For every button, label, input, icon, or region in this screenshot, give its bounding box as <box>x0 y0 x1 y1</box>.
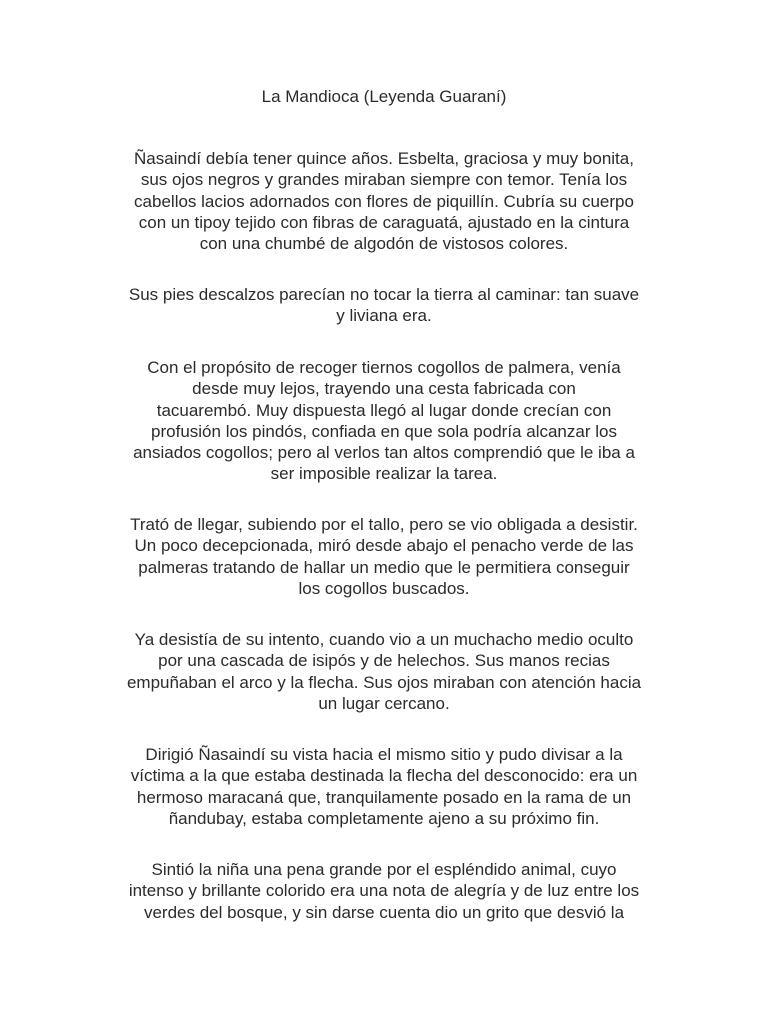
text-line: Trató de llegar, subiendo por el tallo, pero se vio obligada a desistir. <box>130 515 638 534</box>
text-line: con un tipoy tejido con fibras de caraguatá, ajustado en la cintura <box>138 212 630 232</box>
text-line: hermoso maracaná que, tranquilamente posado en la rama de un <box>136 787 632 807</box>
paragraph-1 <box>100 148 668 254</box>
text-line: ansiados cogollos; pero al verlos tan altos comprendió que le iba a <box>133 443 635 463</box>
text-line: Ya desistía de su intento, cuando vio a un muchacho medio oculto <box>134 630 634 649</box>
paragraph-7 <box>100 859 668 923</box>
text-line: sus ojos negros y grandes miraban siempre con temor. Tenía los <box>140 170 628 190</box>
text-line: ser imposible realizar la tarea. <box>270 464 498 484</box>
text-line: Sintió la niña una pena grande por el espléndido animal, cuyo <box>151 860 617 879</box>
paragraph-4 <box>100 514 668 599</box>
paragraph-3 <box>100 357 668 485</box>
text-line: palmeras tratando de hallar un medio que le permitiera conseguir <box>138 557 630 577</box>
paragraph-6 <box>100 744 668 829</box>
text-line: cabellos lacios adornados con flores de piquillín. Cubría su cuerpo <box>134 191 634 211</box>
text-line: desde muy lejos, trayendo una cesta fabricada con <box>192 379 576 399</box>
text-line: profusión los pindós, confiada en que sola podría alcanzar los <box>151 421 617 441</box>
paragraph-2 <box>100 284 668 327</box>
text-line: intenso y brillante colorido era una nota de alegría y de luz entre los <box>128 881 640 901</box>
paragraph-5 <box>100 629 668 714</box>
text-line: Un poco decepcionada, miró desde abajo el penacho verde de las <box>134 536 634 556</box>
text-line: verdes del bosque, y sin darse cuenta dio un grito que desvió la <box>143 902 625 922</box>
text-line: Con el propósito de recoger tiernos cogollos de palmera, venía <box>147 358 621 377</box>
text-line: Ñasaindí debía tener quince años. Esbelta, graciosa y muy bonita, <box>134 149 634 168</box>
text-line: Dirigió Ñasaindí su vista hacia el mismo sitio y pudo divisar a la <box>145 745 623 764</box>
text-line: tacuarembó. Muy dispuesta llegó al lugar donde crecían con <box>156 400 612 420</box>
text-line: empuñaban el arco y la flecha. Sus ojos miraban con atención hacia <box>126 672 642 692</box>
text-line: con una chumbé de algodón de vistosos colores. <box>199 234 569 254</box>
text-line: un lugar cercano. <box>318 693 450 713</box>
text-line: ñandubay, estaba completamente ajeno a su próximo fin. <box>168 808 600 828</box>
document-title: La Mandioca (Leyenda Guaraní) <box>261 87 507 106</box>
text-line: y liviana era. <box>336 306 432 326</box>
text-line: por una cascada de isipós y de helechos. Sus manos recias <box>158 651 610 671</box>
text-line: los cogollos buscados. <box>298 578 470 598</box>
text-line: Sus pies descalzos parecían no tocar la tierra al caminar: tan suave <box>128 285 640 304</box>
text-line: víctima a la que estaba destinada la flecha del desconocido: era un <box>130 766 638 786</box>
